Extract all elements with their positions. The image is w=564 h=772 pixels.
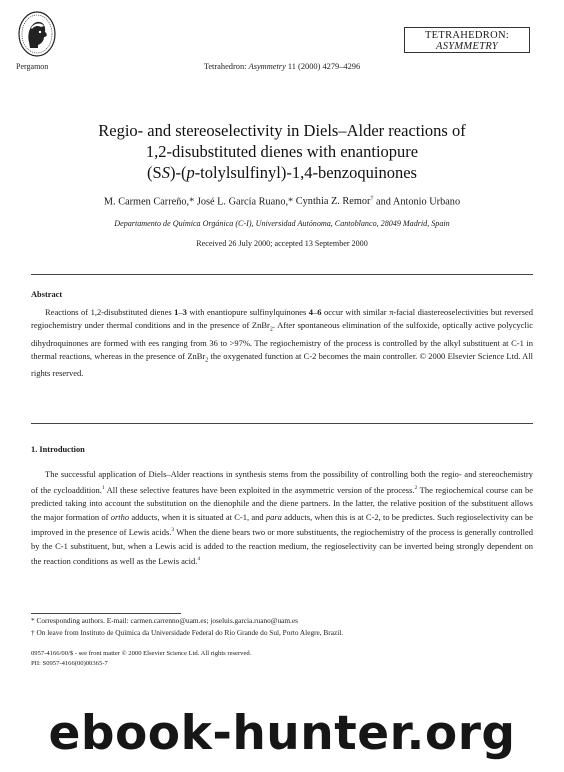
author-list	[20, 196, 544, 207]
intro-run: When the diene bears two or more substituents, the regiochemistry of the process is generally controlled by the C-1 substituent, but, when a Lewis acid is added to the reaction medium, the regioselectivity can be inverted being strongly dependent on the reaction conditions as well as the Lewis acid.	[31, 527, 533, 567]
intro-heading: 1. Introduction	[31, 445, 85, 454]
intro-run: adducts, when this is at C-2, to be predictes. Such regioselectivity can be improved in the presence of Lewis acids.	[31, 511, 533, 538]
citation-ref: 3	[171, 527, 175, 534]
affiliation: Departamento de Química Orgánica (C-I), Universidad Autónoma, Cantoblanco, 28049 Madrid, Spain	[114, 219, 450, 228]
abstract-run: –	[178, 307, 183, 317]
subscript: 2	[269, 326, 273, 333]
author-3	[296, 196, 374, 207]
journal-ref-prefix: Tetrahedron:	[203, 62, 249, 71]
subscript: 2	[205, 357, 209, 364]
intro-text	[31, 468, 533, 569]
footnote-divider	[31, 613, 181, 614]
compound-number: 6	[317, 307, 322, 317]
title-line-2: 1,2-disubstituted dienes with enantiopure	[145, 142, 419, 161]
citation-ref: 1	[101, 484, 105, 491]
watermark: ebook-hunter.org	[48, 706, 516, 761]
author-3-mark: †	[370, 196, 374, 202]
intro-italic: ortho	[110, 511, 130, 522]
abstract-run: Reactions of 1,2-disubstituted dienes	[45, 307, 175, 317]
abstract-run: occur with similar π-facial diastereoselectivities but reversed regiochemistry under thermal conditions and in the presence of ZnBr	[31, 307, 533, 330]
title-line-3	[40, 162, 524, 183]
journal-name-box	[404, 27, 530, 53]
intro-run: All these selective features have been exploited in the asymmetric version of the process.	[104, 484, 415, 495]
title-part: )-(	[169, 163, 187, 182]
publisher-name: Pergamon	[16, 62, 49, 71]
title-line-1: Regio- and stereoselectivity in Diels–Alder reactions of	[98, 121, 466, 140]
abstract-run: –	[313, 307, 318, 317]
abstract-run: the oxygenated function at C-2 becomes the main controller. © 2000 Elsevier Science Ltd. All rights reserved.	[31, 350, 533, 379]
journal-ref-journal: Asymmetry	[248, 62, 286, 71]
title-part-italic: p	[186, 163, 195, 182]
compound-number: 1	[174, 307, 179, 317]
abstract-text	[31, 306, 533, 380]
journal-box-line2: ASYMMETRY	[435, 41, 498, 52]
author-4: and Antonio Urbano	[376, 196, 461, 208]
journal-ref-suffix: 11 (2000) 4279–4296	[285, 62, 361, 71]
intro-run: The successful application of Diels–Alder reactions in synthesis stems from the possibility of controlling both the regio- and stereochemistry of the cycloaddition.	[31, 469, 533, 495]
title-part-italic: S	[161, 163, 170, 182]
citation-ref: 4	[197, 556, 201, 563]
intro-run: The regiochemical course can be predicted taking into account the substitution on the dienophile and the diene partners. In the latter, the relative position of the substituent allows the major formation of	[31, 484, 533, 522]
front-matter-notice: 0957-4166/00/$ - see front matter © 2000 Elsevier Science Ltd. All rights reserved.	[31, 650, 252, 657]
abstract-run: . After spontaneous elimination of the sulfoxide, optically active polycyclic dihydroquinones are formed with ees ranging from 36 to >97%. The regiochemistry of the process is controlled by the alkyl substituent at C-1 in thermal reactions, whereas in the presence of ZnBr	[31, 320, 533, 361]
citation-ref: 2	[414, 484, 418, 491]
footnote-on-leave: † On leave from Instituto de Química da Universidade Federal do Rio Grande do Sul, Porto Alegre, Brazil.	[31, 628, 344, 637]
pergamon-logo-icon	[17, 10, 57, 58]
title-part: (S	[147, 163, 162, 182]
pii-identifier: PII: S0957-4166(00)00365-7	[31, 660, 108, 667]
journal-box-line1: TETRAHEDRON:	[424, 30, 510, 41]
author-3-name: Cynthia Z. Remor	[295, 196, 371, 208]
intro-run: adducts, when it is situated at C-1, and	[129, 511, 266, 522]
compound-number: 4	[308, 307, 314, 317]
received-dates: Received 26 July 2000; accepted 13 September 2000	[196, 239, 368, 248]
intro-italic: para	[265, 511, 282, 522]
author-2: José L. García Ruano,*	[196, 196, 294, 208]
divider	[31, 274, 533, 275]
journal-reference	[0, 62, 564, 71]
abstract-heading: Abstract	[31, 290, 63, 299]
footnote-corresponding: * Corresponding authors. E-mail: carmen.carrenno@uam.es; joseluis.garcia.ruano@uam.es	[31, 616, 298, 625]
abstract-run: with enantiopure sulfinylquinones	[186, 307, 309, 317]
title-part: -tolylsulfinyl)-1,4-benzoquinones	[194, 163, 417, 182]
article-title	[40, 120, 524, 183]
author-1: M. Carmen Carreño,*	[103, 196, 195, 208]
compound-number: 3	[182, 307, 187, 317]
divider	[31, 423, 533, 424]
